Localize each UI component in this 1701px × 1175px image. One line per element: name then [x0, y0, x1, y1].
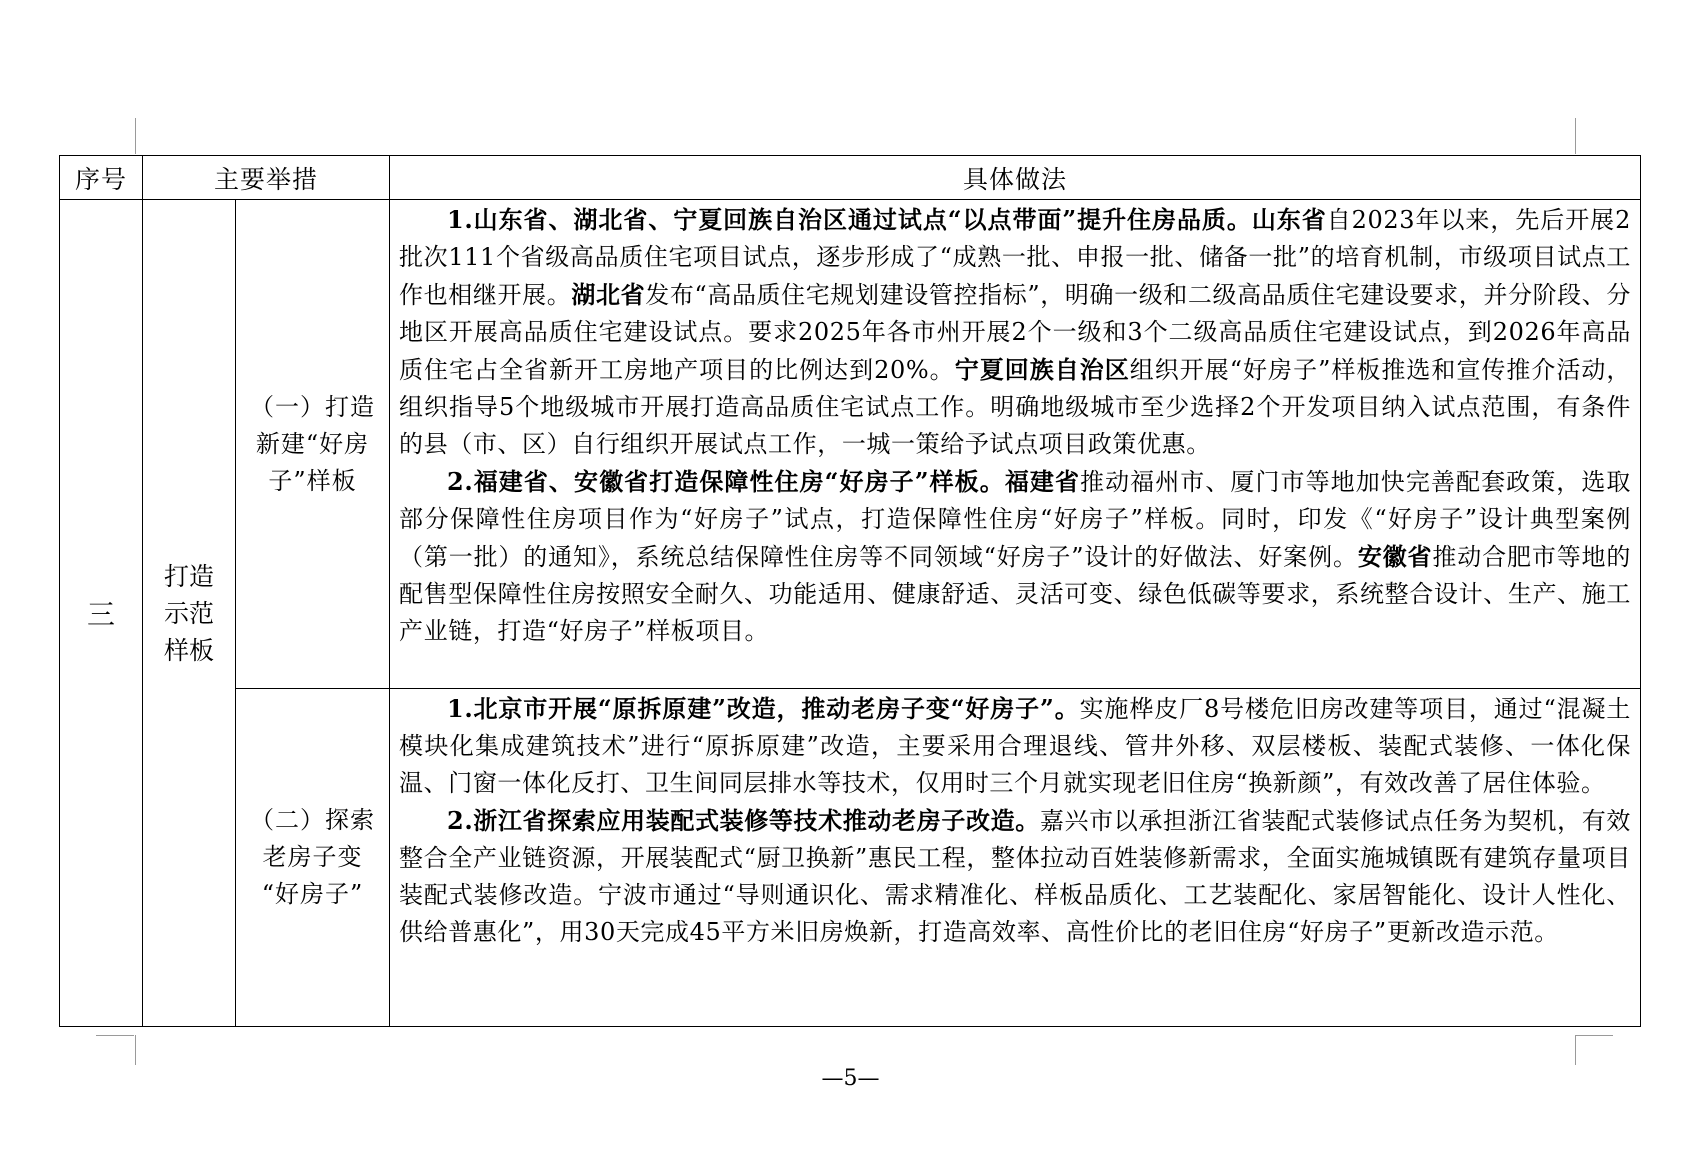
region-name: 宁夏回族自治区	[954, 355, 1130, 384]
category-cell	[143, 200, 236, 1027]
subsection-title-line: （一）打造	[250, 392, 375, 421]
region-name: 福建省	[1004, 467, 1081, 496]
category-line: 样板	[163, 635, 214, 665]
detail-paragraph	[399, 690, 1631, 802]
paragraph-heading: 1.北京市开展“原拆原建”改造，推动老房子变“好房子”。	[447, 694, 1080, 723]
detail-paragraph	[399, 201, 1631, 463]
subsection-title-line: 子”样板	[268, 466, 357, 495]
subsection-title-line: （二）探索	[250, 806, 375, 834]
paragraph-heading: 1.山东省、湖北省、宁夏回族自治区通过试点“以点带面”提升住房品质。	[447, 205, 1252, 234]
paragraph-text: 推动合肥市等地的配售型保障性住房按照安全耐久、功能适用、健康舒适、灵活可变、绿色低碳等要求，系统整合设计、生产、施工产业链，打造“好房子”样板项目。	[399, 543, 1632, 645]
crop-mark	[1575, 1035, 1613, 1036]
crop-mark	[135, 118, 136, 154]
crop-mark	[1575, 1035, 1576, 1065]
detail-cell	[390, 689, 1641, 1027]
subsection-title-cell	[236, 200, 390, 689]
crop-mark	[1575, 118, 1576, 154]
paragraph-text: 自2023年以来，先后开展2批次111个省级高品质住宅项目试点，逐步形成了“成熟一批、申报一批、储备一批”的培育机制，市级项目试点工作也相继开展。	[399, 206, 1632, 309]
paragraph-text: 推动福州市、厦门市等地加快完善配套政策，选取部分保障性住房项目作为“好房子”试点，打造保障性住房“好房子”样板。同时，印发《“好房子”设计典型案例（第一批）的通知》，系统总结保障性住房等不同领域“好房子”设计的好做法、好案例。	[399, 468, 1632, 571]
paragraph-text: 组织开展“好房子”样板推选和宣传推介活动，组织指导5个地级城市开展打造高品质住宅试点工作。明确地级城市至少选择2个开发项目纳入试点范围，有条件的县（市、区）自行组织开展试点工作，一城一策给予试点项目政策优惠。	[399, 356, 1632, 458]
crop-mark	[135, 1035, 136, 1065]
header-measures: 主要举措	[143, 156, 390, 200]
category-line: 示范	[163, 598, 214, 628]
paragraph-heading: 2.福建省、安徽省打造保障性住房“好房子”样板。	[447, 467, 1005, 496]
header-details: 具体做法	[390, 156, 1641, 200]
paragraph-text: 实施桦皮厂8号楼危旧房改建等项目，通过“混凝土模块化集成建筑技术”进行“原拆原建”改造，主要采用合理退线、管井外移、双层楼板、装配式装修、一体化保温、门窗一体化反打、卫生间同层排水等技术，仅用时三个月就实现老旧住房“换新颜”，有效改善了居住体验。	[399, 695, 1632, 797]
subsection-title-line: “好房子”	[261, 880, 364, 908]
subsection-title-line: 新建“好房	[255, 429, 370, 458]
paragraph-text: 发布“高品质住宅规划建设管控指标”，明确一级和二级高品质住宅建设要求，并分阶段、分地区开展高品质住宅建设试点。要求2025年各市州开展2个一级和3个二级高品质住宅建设试点，到2026年高品质住宅占全省新开工房地产项目的比例达到20%。	[399, 281, 1632, 384]
detail-cell	[390, 200, 1641, 689]
table-row	[60, 200, 1641, 689]
detail-paragraph	[399, 463, 1631, 650]
region-name: 湖北省	[571, 280, 646, 309]
paragraph-text: 嘉兴市以承担浙江省装配式装修试点任务为契机，有效整合全产业链资源，开展装配式“厨卫换新”惠民工程，整体拉动百姓装修新需求，全面实施城镇既有建筑存量项目装配式装修改造。宁波市通过“导则通识化、需求精准化、样板品质化、工艺装配化、家居智能化、设计人性化、供给普惠化”，用30天完成45平方米旧房焕新，打造高效率、高性价比的老旧住房“好房子”更新改造示范。	[399, 807, 1632, 946]
header-seq: 序号	[60, 156, 143, 200]
table-row	[60, 689, 1641, 1027]
section-number: 三	[60, 200, 143, 1027]
subsection-title-cell	[236, 689, 390, 1027]
table-header-row	[60, 156, 1641, 200]
paragraph-heading: 2.浙江省探索应用装配式装修等技术推动老房子改造。	[447, 806, 1040, 835]
region-name: 山东省	[1251, 205, 1327, 234]
category-line: 打造	[163, 561, 214, 591]
measures-table	[59, 155, 1641, 1027]
crop-mark	[96, 1035, 134, 1036]
page-number: —5—	[821, 1066, 880, 1091]
detail-paragraph	[399, 802, 1631, 951]
region-name: 安徽省	[1357, 542, 1433, 571]
subsection-title-line: 老房子变	[262, 843, 363, 871]
